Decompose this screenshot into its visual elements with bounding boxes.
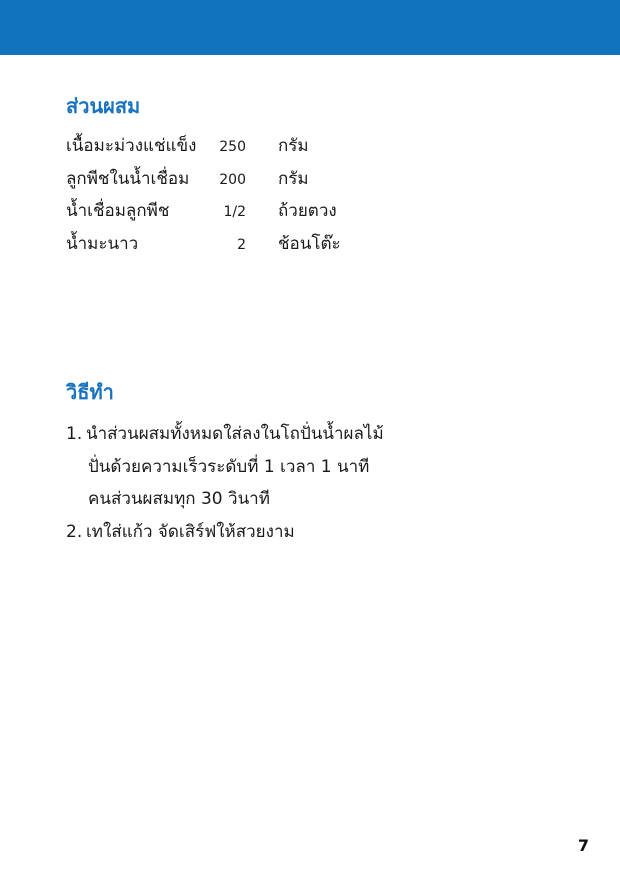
ingredient-quantity: 2 (237, 236, 246, 253)
header-band (0, 0, 620, 55)
step-text: เทใส่แก้ว จัดเสิร์ฟให้สวยงาม (86, 521, 295, 542)
ingredient-quantity: 1/2 (223, 204, 246, 220)
ingredient-unit: ถ้วยตวง (278, 201, 337, 221)
ingredient-name: เนื้อมะม่วงแช่แข็ง (66, 136, 197, 156)
ingredient-row (66, 231, 466, 264)
page-number: 7 (577, 836, 589, 855)
ingredient-row (66, 166, 466, 199)
ingredients-heading: ส่วนผสม (66, 94, 141, 118)
step-text: ปั่นด้วยความเร็วระดับที่ 1 เวลา 1 นาที (88, 456, 370, 477)
method-step (66, 418, 566, 516)
ingredient-quantity: 200 (219, 171, 246, 188)
ingredients-list (66, 133, 466, 263)
method-steps (66, 418, 566, 548)
ingredient-unit: ช้อนโต๊ะ (278, 233, 341, 254)
ingredient-quantity: 250 (219, 139, 246, 155)
ingredient-row (66, 133, 466, 166)
ingredient-row (66, 198, 466, 231)
ingredient-name: น้ำเชื่อมลูกพีช (66, 201, 170, 221)
ingredient-name: น้ำมะนาว (66, 233, 139, 254)
step-number: 1. (66, 424, 83, 444)
ingredient-unit: กรัม (278, 136, 309, 156)
method-heading: วิธีทำ (66, 380, 114, 404)
method-step (66, 516, 566, 549)
step-text: นำส่วนผสมทั้งหมดใส่ลงในโถปั่นน้ำผลไม้ (86, 424, 384, 444)
step-text: คนส่วนผสมทุก 30 วินาที (88, 489, 270, 509)
step-number: 2. (66, 521, 83, 542)
ingredient-unit: กรัม (278, 168, 309, 189)
ingredient-name: ลูกพีชในน้ำเชื่อม (66, 168, 190, 189)
